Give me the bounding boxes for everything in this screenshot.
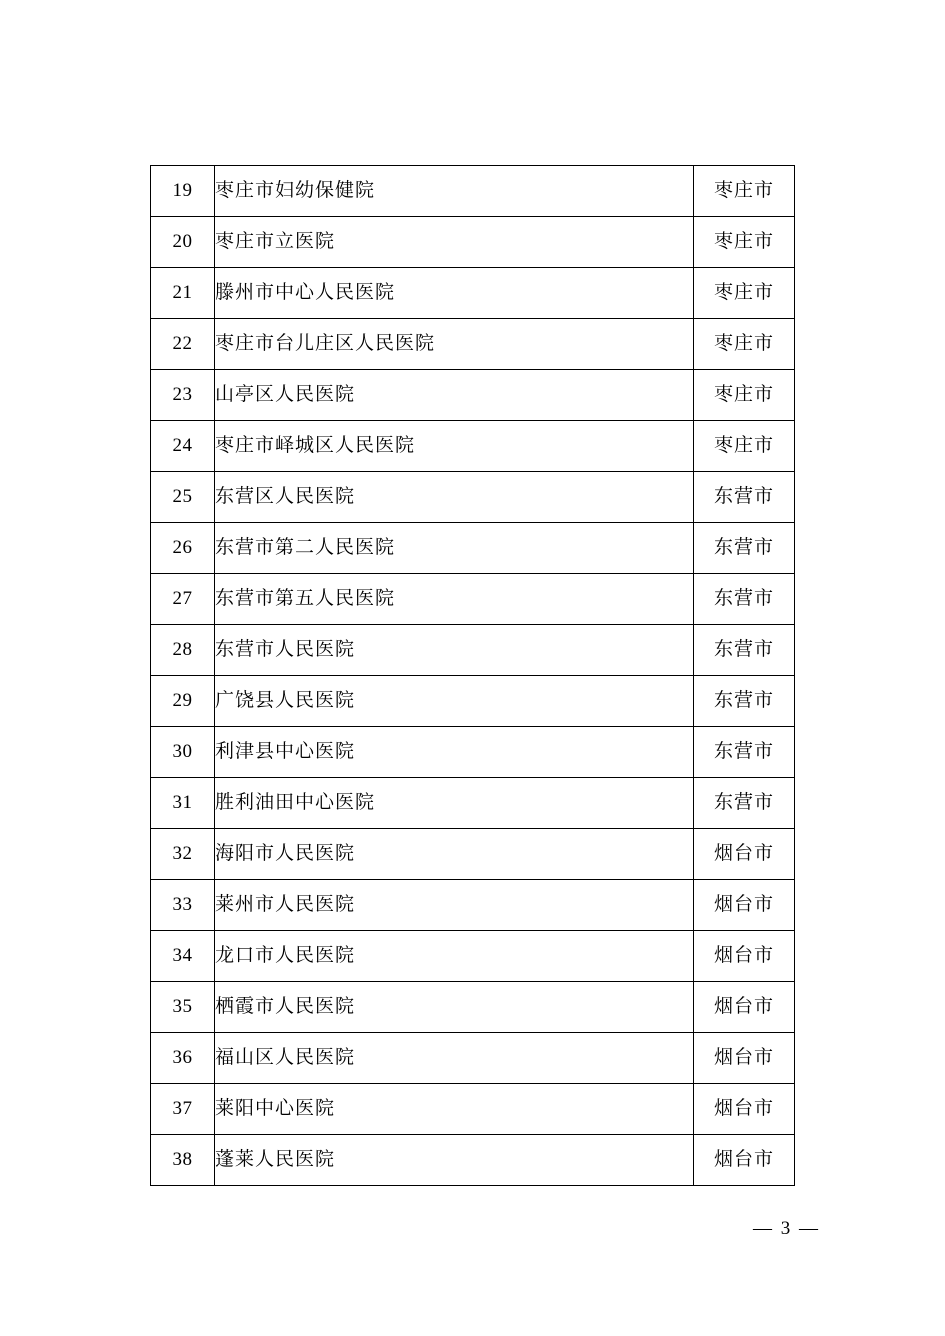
row-hospital-name: 蓬莱人民医院 [215,1135,694,1186]
row-index: 29 [151,676,215,727]
row-city: 枣庄市 [694,370,795,421]
table-row [151,268,795,319]
row-city: 东营市 [694,574,795,625]
hospital-table [150,165,795,1186]
row-city: 枣庄市 [694,217,795,268]
row-hospital-name: 东营市人民医院 [215,625,694,676]
row-index: 20 [151,217,215,268]
row-hospital-name: 海阳市人民医院 [215,829,694,880]
table-row [151,370,795,421]
row-index: 27 [151,574,215,625]
table-row [151,727,795,778]
row-hospital-name: 山亭区人民医院 [215,370,694,421]
row-hospital-name: 枣庄市妇幼保健院 [215,166,694,217]
row-city: 枣庄市 [694,319,795,370]
row-index: 38 [151,1135,215,1186]
table-row [151,982,795,1033]
hospital-table-body [151,166,795,1186]
table-row [151,472,795,523]
row-index: 19 [151,166,215,217]
table-row [151,931,795,982]
row-hospital-name: 枣庄市峄城区人民医院 [215,421,694,472]
row-hospital-name: 滕州市中心人民医院 [215,268,694,319]
table-row [151,880,795,931]
row-city: 烟台市 [694,982,795,1033]
row-hospital-name: 胜利油田中心医院 [215,778,694,829]
row-hospital-name: 枣庄市台儿庄区人民医院 [215,319,694,370]
row-city: 东营市 [694,676,795,727]
table-row [151,217,795,268]
row-index: 24 [151,421,215,472]
row-index: 30 [151,727,215,778]
row-city: 东营市 [694,472,795,523]
row-city: 东营市 [694,625,795,676]
table-row [151,1084,795,1135]
row-city: 烟台市 [694,1084,795,1135]
row-hospital-name: 广饶县人民医院 [215,676,694,727]
row-hospital-name: 莱州市人民医院 [215,880,694,931]
row-index: 37 [151,1084,215,1135]
table-row [151,523,795,574]
row-city: 烟台市 [694,931,795,982]
row-city: 枣庄市 [694,421,795,472]
row-hospital-name: 东营区人民医院 [215,472,694,523]
row-city: 烟台市 [694,880,795,931]
row-index: 28 [151,625,215,676]
row-hospital-name: 栖霞市人民医院 [215,982,694,1033]
row-city: 东营市 [694,727,795,778]
row-city: 东营市 [694,523,795,574]
row-index: 32 [151,829,215,880]
table-row [151,625,795,676]
row-index: 33 [151,880,215,931]
row-hospital-name: 东营市第五人民医院 [215,574,694,625]
row-city: 枣庄市 [694,268,795,319]
table-row [151,574,795,625]
row-city: 烟台市 [694,1033,795,1084]
row-index: 34 [151,931,215,982]
row-hospital-name: 枣庄市立医院 [215,217,694,268]
hospital-table-container [150,165,795,1186]
row-index: 23 [151,370,215,421]
row-hospital-name: 龙口市人民医院 [215,931,694,982]
table-row [151,1135,795,1186]
row-index: 35 [151,982,215,1033]
row-city: 东营市 [694,778,795,829]
row-hospital-name: 利津县中心医院 [215,727,694,778]
table-row [151,421,795,472]
row-city: 枣庄市 [694,166,795,217]
row-hospital-name: 莱阳中心医院 [215,1084,694,1135]
row-hospital-name: 东营市第二人民医院 [215,523,694,574]
table-row [151,829,795,880]
table-row [151,166,795,217]
table-row [151,1033,795,1084]
row-index: 25 [151,472,215,523]
row-index: 22 [151,319,215,370]
table-row [151,778,795,829]
table-row [151,676,795,727]
row-index: 21 [151,268,215,319]
row-hospital-name: 福山区人民医院 [215,1033,694,1084]
row-index: 31 [151,778,215,829]
table-row [151,319,795,370]
row-city: 烟台市 [694,1135,795,1186]
page-number: — 3 — [753,1218,820,1239]
row-index: 26 [151,523,215,574]
row-city: 烟台市 [694,829,795,880]
row-index: 36 [151,1033,215,1084]
